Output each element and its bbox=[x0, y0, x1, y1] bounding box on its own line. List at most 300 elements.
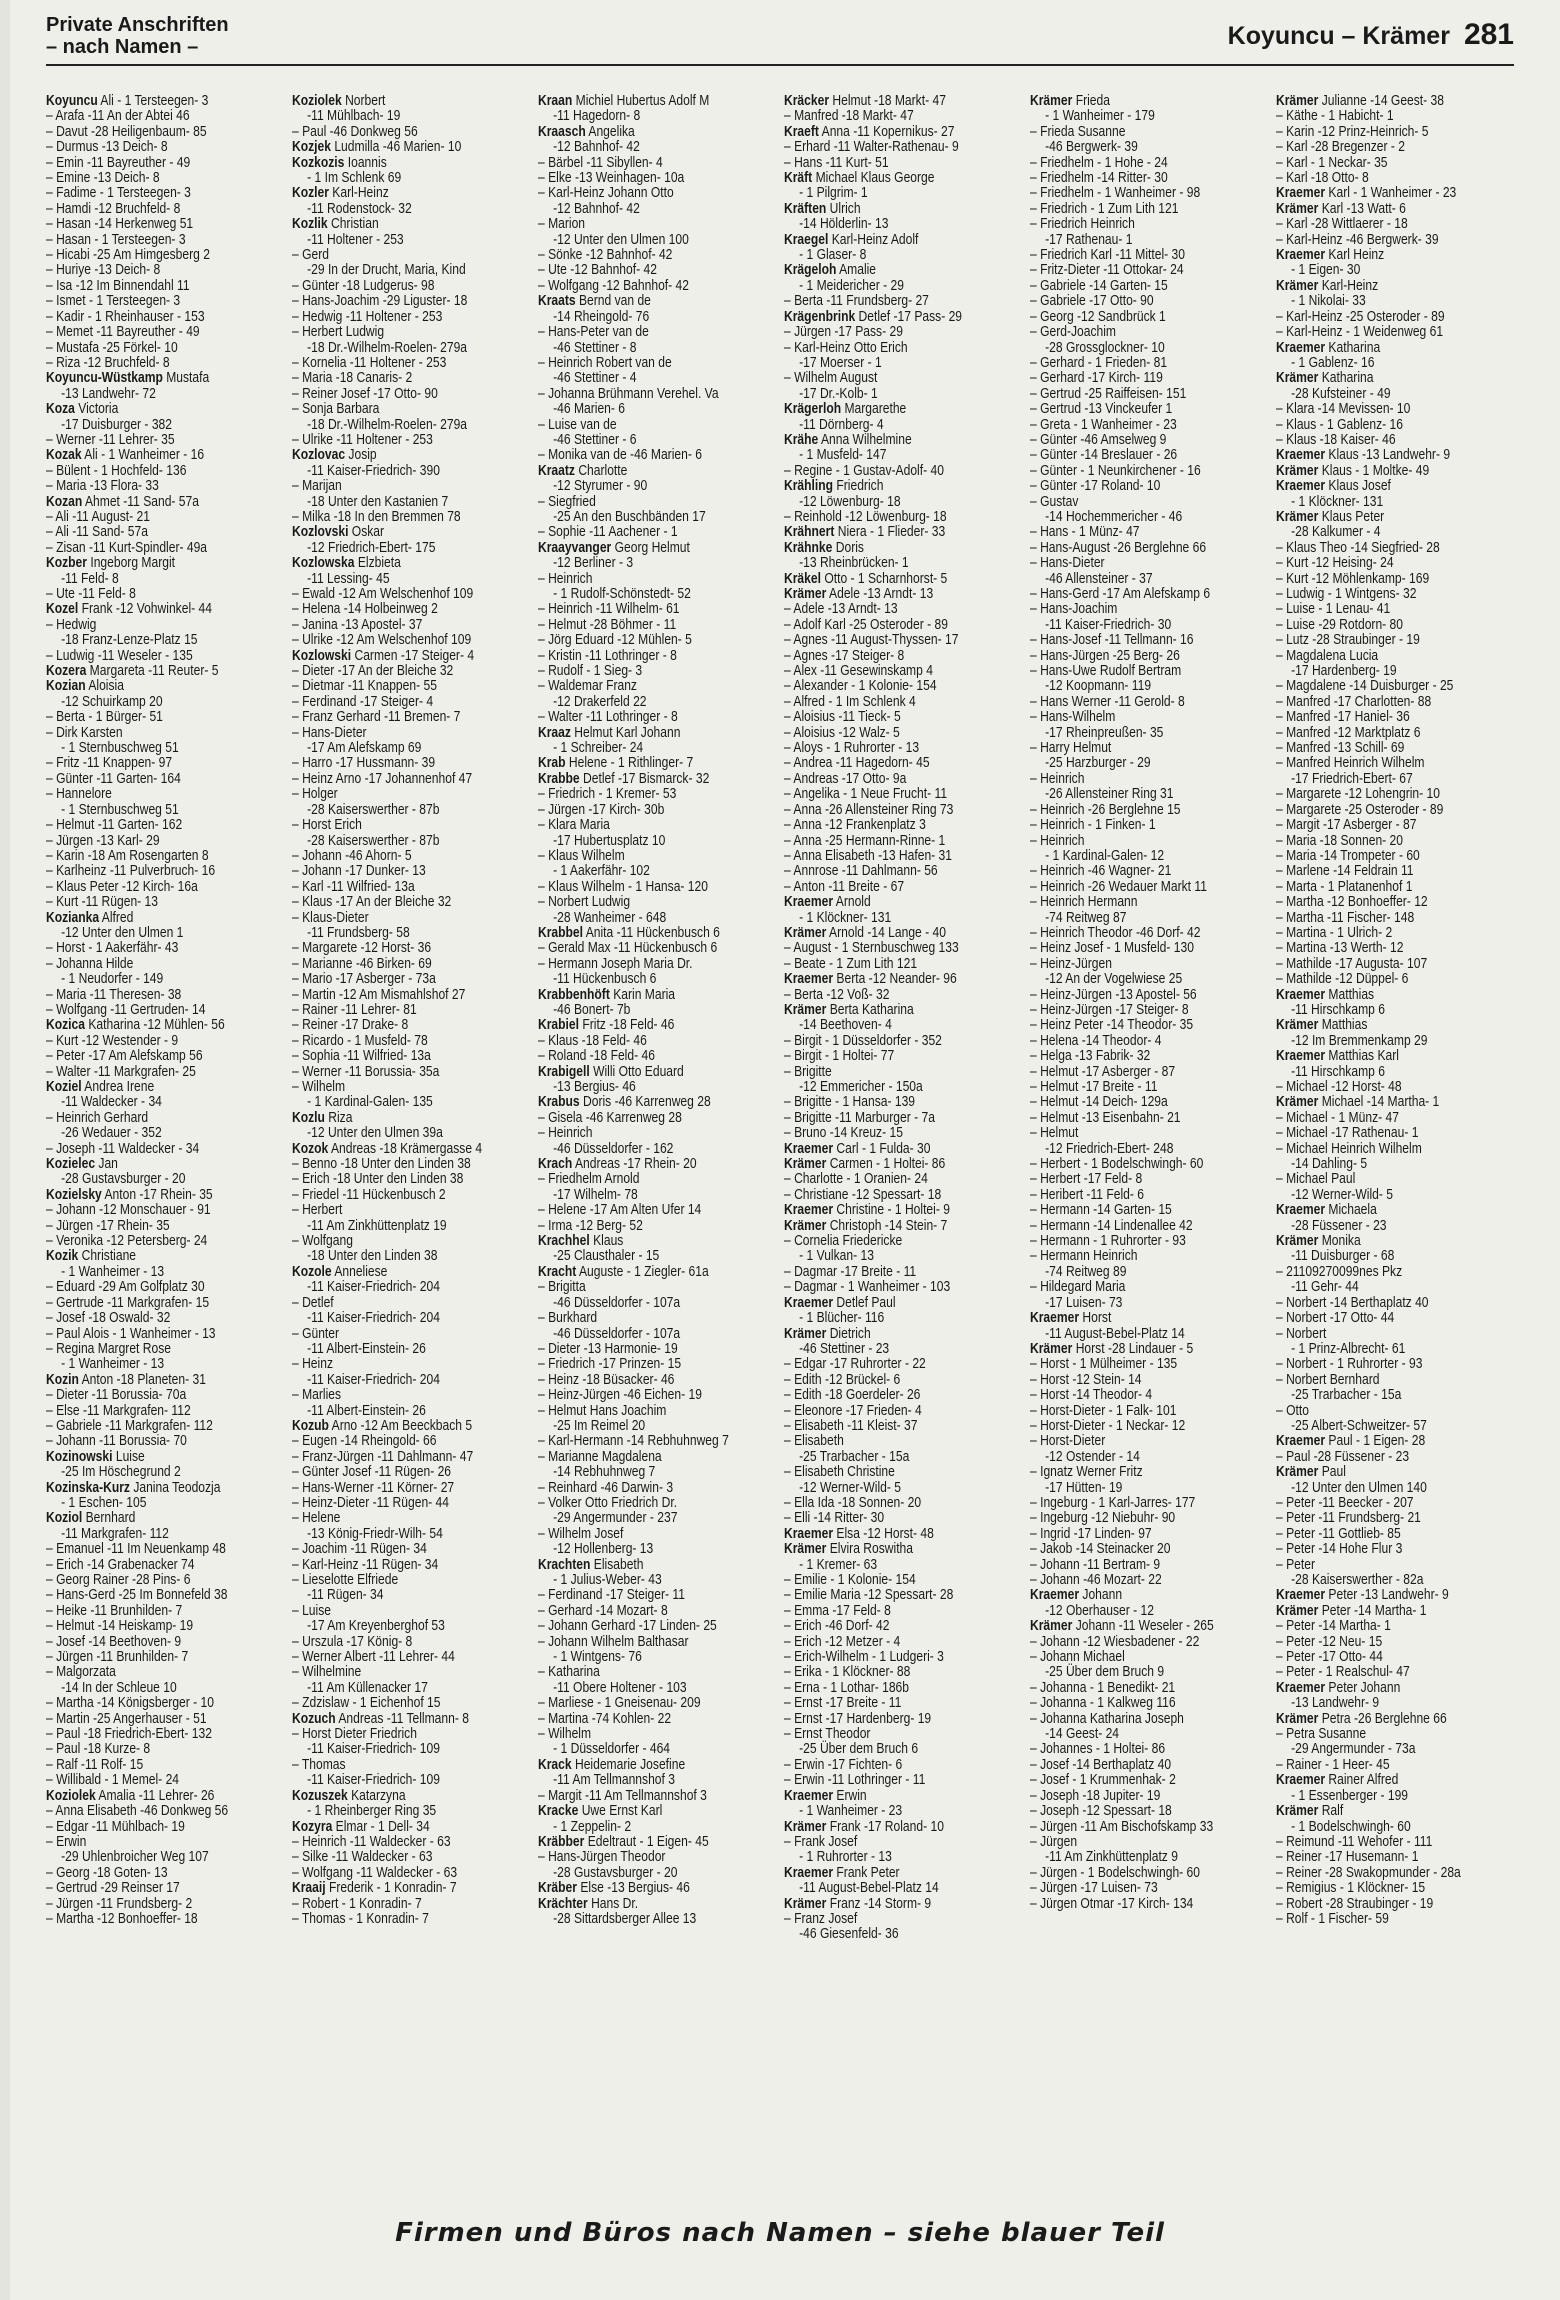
directory-columns bbox=[46, 94, 1514, 2204]
entry-text: -46 Marien- 6 bbox=[553, 401, 626, 418]
entry-text: – Wilhelm Josef bbox=[538, 1525, 624, 1542]
directory-entry bbox=[292, 495, 530, 510]
entry-text: – Emanuel -11 Im Neuenkamp 48 bbox=[46, 1541, 226, 1558]
entry-text: – Hamdi -12 Bruchfeld- 8 bbox=[46, 200, 181, 217]
surname: Krämer bbox=[784, 1895, 827, 1912]
directory-entry bbox=[538, 1357, 776, 1372]
entry-text: – Heinrich Gerhard bbox=[46, 1109, 149, 1126]
directory-entry bbox=[46, 1172, 284, 1187]
directory-entry bbox=[1276, 402, 1514, 417]
entry-text: – Herbert Ludwig bbox=[292, 324, 385, 341]
directory-entry bbox=[1276, 310, 1514, 325]
directory-entry bbox=[292, 834, 530, 849]
entry-text: – Manfred -12 Marktplatz 6 bbox=[1276, 724, 1421, 741]
directory-entry bbox=[292, 1188, 530, 1203]
entry-text: – Rainer -11 Lehrer- 81 bbox=[292, 1001, 417, 1018]
directory-entry bbox=[46, 1003, 284, 1018]
surname: Krämer bbox=[1030, 94, 1073, 109]
entry-text: – Kristin -11 Lothringer - 8 bbox=[538, 647, 677, 664]
entry-text: – Rudolf - 1 Sieg- 3 bbox=[538, 663, 643, 680]
entry-text: -46 Giesenfeld- 36 bbox=[799, 1926, 899, 1943]
surname: Krähnert bbox=[784, 524, 835, 541]
surname: Krämer bbox=[1276, 200, 1319, 217]
directory-entry bbox=[46, 1296, 284, 1311]
directory-entry bbox=[292, 710, 530, 725]
directory-entry bbox=[538, 618, 776, 633]
directory-entry bbox=[1276, 695, 1514, 710]
directory-entry bbox=[292, 233, 530, 248]
page-range bbox=[1228, 18, 1514, 52]
entry-text: – Edith -18 Goerdeler- 26 bbox=[784, 1387, 921, 1404]
directory-entry bbox=[292, 1095, 530, 1110]
directory-entry bbox=[292, 1650, 530, 1665]
directory-entry bbox=[1276, 1496, 1514, 1511]
entry-text: – Klaus Peter -12 Kirch- 16a bbox=[46, 878, 198, 895]
entry-text: -46 Stettiner - 6 bbox=[553, 431, 637, 448]
surname: Kozkozis bbox=[292, 154, 345, 171]
directory-entry bbox=[1030, 310, 1268, 325]
directory-entry bbox=[1276, 1157, 1514, 1172]
directory-entry bbox=[1030, 479, 1268, 494]
entry-text: – Wolfgang -11 Waldecker - 63 bbox=[292, 1864, 458, 1881]
entry-text: – Hans - 1 Münz- 47 bbox=[1030, 524, 1140, 541]
entry-text: – Charlotte - 1 Oranien- 24 bbox=[784, 1171, 928, 1188]
directory-entry bbox=[46, 1496, 284, 1511]
entry-text: – Alex -11 Gesewinskamp 4 bbox=[784, 663, 933, 680]
surname: Krabbe bbox=[538, 770, 580, 787]
entry-text: Michael Klaus George bbox=[812, 170, 935, 187]
directory-entry bbox=[784, 895, 1022, 910]
directory-entry bbox=[538, 109, 776, 124]
section-title-line2: – nach Namen – bbox=[46, 36, 199, 58]
directory-entry bbox=[538, 1188, 776, 1203]
entry-text: – Ali -11 August- 21 bbox=[46, 508, 150, 525]
directory-entry bbox=[784, 1820, 1022, 1835]
directory-entry bbox=[784, 1049, 1022, 1064]
entry-text: – Sophie -11 Aachener - 1 bbox=[538, 524, 678, 541]
entry-text: – Peter -14 Martha- 1 bbox=[1276, 1618, 1391, 1635]
entry-text: – Hans-Peter van de bbox=[538, 324, 649, 341]
directory-entry bbox=[1030, 1558, 1268, 1573]
entry-text: – Mathilde -17 Augusta- 107 bbox=[1276, 955, 1428, 972]
directory-entry bbox=[46, 926, 284, 941]
entry-text: – Franz-Jürgen -11 Dahlmann- 47 bbox=[292, 1448, 474, 1465]
directory-entry bbox=[1030, 602, 1268, 617]
directory-entry bbox=[784, 1573, 1022, 1588]
directory-entry bbox=[784, 541, 1022, 556]
entry-text: – Jürgen bbox=[1030, 1833, 1078, 1850]
directory-entry bbox=[46, 633, 284, 648]
directory-entry bbox=[292, 1850, 530, 1865]
entry-text: -12 Schuirkamp 20 bbox=[61, 693, 163, 710]
entry-text: - 1 Eschen- 105 bbox=[61, 1494, 147, 1511]
directory-entry bbox=[538, 1327, 776, 1342]
entry-text: – Erich -18 Unter den Linden 38 bbox=[292, 1171, 464, 1188]
entry-text: - 1 Klöckner- 131 bbox=[799, 909, 892, 926]
directory-entry bbox=[46, 125, 284, 140]
directory-entry bbox=[1276, 803, 1514, 818]
entry-text: – Aloys - 1 Ruhrorter - 13 bbox=[784, 740, 920, 757]
entry-text: – Jürgen -11 Brunhilden- 7 bbox=[46, 1649, 189, 1666]
entry-text: Johann bbox=[1079, 1587, 1123, 1604]
directory-entry bbox=[1276, 741, 1514, 756]
directory-entry bbox=[1030, 156, 1268, 171]
directory-entry bbox=[1030, 217, 1268, 232]
entry-text: -12 Oberhauser - 12 bbox=[1045, 1602, 1154, 1619]
entry-text: – Erwin bbox=[46, 1833, 87, 1850]
directory-entry bbox=[46, 1142, 284, 1157]
surname: Krächter bbox=[538, 1895, 588, 1912]
surname: Kraemer bbox=[784, 1140, 834, 1157]
entry-text: -17 Friedrich-Ebert- 67 bbox=[1291, 770, 1413, 787]
entry-text: Ulrich bbox=[826, 200, 861, 217]
directory-entry bbox=[46, 1881, 284, 1896]
directory-entry bbox=[1030, 109, 1268, 124]
entry-text: – Ignatz Werner Fritz bbox=[1030, 1464, 1143, 1481]
surname: Kraemer bbox=[1276, 339, 1326, 356]
directory-entry bbox=[784, 1172, 1022, 1187]
directory-entry bbox=[1030, 1742, 1268, 1757]
entry-text: -13 Landwehr- 9 bbox=[1291, 1695, 1380, 1712]
entry-text: – Heinrich -26 Wedauer Markt 11 bbox=[1030, 878, 1207, 895]
entry-text: – Irma -12 Berg- 52 bbox=[538, 1217, 643, 1234]
directory-entry bbox=[46, 972, 284, 987]
entry-text: -17 Dr.-Kolb- 1 bbox=[799, 385, 878, 402]
entry-text: -11 Holtener - 253 bbox=[307, 231, 404, 248]
directory-entry bbox=[1030, 94, 1268, 109]
entry-text: Christine - 1 Holtei- 9 bbox=[833, 1202, 950, 1219]
entry-text: Berta -12 Neander- 96 bbox=[833, 971, 957, 988]
directory-entry bbox=[538, 941, 776, 956]
directory-entry bbox=[1276, 926, 1514, 941]
entry-text: Matthias bbox=[1318, 1017, 1368, 1034]
directory-entry bbox=[46, 787, 284, 802]
directory-entry bbox=[784, 1111, 1022, 1126]
entry-text: – Klaus - 1 Gablenz- 16 bbox=[1276, 416, 1403, 433]
directory-entry bbox=[46, 803, 284, 818]
entry-text: – Günter -18 Ludgerus- 98 bbox=[292, 277, 435, 294]
directory-entry bbox=[46, 233, 284, 248]
entry-text: – Gertrud -25 Raiffeisen- 151 bbox=[1030, 385, 1187, 402]
entry-text: Elmar - 1 Dell- 34 bbox=[332, 1818, 430, 1835]
entry-text: – Johann Gerhard -17 Linden- 25 bbox=[538, 1618, 717, 1635]
directory-entry bbox=[538, 1773, 776, 1788]
directory-entry bbox=[1276, 1188, 1514, 1203]
entry-text: – Emilie - 1 Kolonie- 154 bbox=[784, 1572, 916, 1588]
directory-entry bbox=[292, 1881, 530, 1896]
entry-text: – Martha -14 Königsberger - 10 bbox=[46, 1695, 214, 1712]
entry-text: – Helmut -14 Deich- 129a bbox=[1030, 1094, 1168, 1111]
entry-text: – Ute -11 Feld- 8 bbox=[46, 586, 136, 602]
directory-entry bbox=[1030, 1003, 1268, 1018]
entry-text: – Luise van de bbox=[538, 416, 617, 433]
directory-entry bbox=[1276, 1696, 1514, 1711]
surname: Krachhel bbox=[538, 1233, 590, 1250]
entry-text: – Martin -25 Angerhauser - 51 bbox=[46, 1710, 207, 1727]
directory-entry bbox=[292, 1912, 530, 1927]
entry-text: – Norbert Ludwig bbox=[538, 894, 631, 911]
entry-text: – Johann -11 Bertram- 9 bbox=[1030, 1556, 1161, 1573]
directory-entry bbox=[1276, 1773, 1514, 1788]
entry-text: -26 Allensteiner Ring 31 bbox=[1045, 786, 1174, 803]
entry-text: Karl Heinz bbox=[1325, 247, 1385, 264]
entry-text: – Friedrich -17 Prinzen- 15 bbox=[538, 1356, 682, 1373]
directory-entry bbox=[1030, 1450, 1268, 1465]
directory-entry bbox=[292, 156, 530, 171]
directory-entry bbox=[1030, 941, 1268, 956]
directory-entry bbox=[1030, 279, 1268, 294]
entry-text: -28 Füssener - 23 bbox=[1291, 1217, 1387, 1234]
entry-text: Michiel Hubertus Adolf M bbox=[572, 94, 710, 109]
entry-text: – Martina - 1 Ulrich- 2 bbox=[1276, 924, 1393, 941]
entry-text: – Mathilde -12 Düppel- 6 bbox=[1276, 971, 1409, 988]
entry-text: – Hannelore bbox=[46, 786, 112, 803]
directory-entry bbox=[292, 387, 530, 402]
entry-text: -11 Obere Holtener - 103 bbox=[553, 1679, 687, 1696]
directory-entry bbox=[784, 772, 1022, 787]
directory-entry bbox=[292, 1820, 530, 1835]
directory-entry bbox=[784, 1712, 1022, 1727]
directory-entry bbox=[292, 1065, 530, 1080]
entry-text: -28 Kaiserswerther - 87b bbox=[307, 801, 440, 818]
directory-entry bbox=[46, 587, 284, 602]
entry-text: – Hedwig bbox=[46, 616, 97, 633]
directory-entry bbox=[1276, 1635, 1514, 1650]
directory-entry bbox=[538, 1712, 776, 1727]
surname: Kräft bbox=[784, 170, 813, 187]
directory-entry bbox=[1276, 1434, 1514, 1449]
entry-text: Peter Johann bbox=[1325, 1679, 1401, 1696]
entry-text: – Jürgen -17 Pass- 29 bbox=[784, 324, 903, 341]
entry-text: – Wolfgang -12 Bahnhof- 42 bbox=[538, 277, 689, 294]
entry-text: – Horst - 1 Aakerfähr- 43 bbox=[46, 940, 179, 957]
entry-text: – Wolfgang -11 Gertruden- 14 bbox=[46, 1001, 206, 1018]
directory-entry bbox=[538, 233, 776, 248]
entry-text: Willi Otto Eduard bbox=[589, 1063, 684, 1080]
directory-entry bbox=[1276, 1527, 1514, 1542]
entry-text: Andrea Irene bbox=[81, 1079, 155, 1095]
directory-entry bbox=[46, 756, 284, 771]
entry-text: -11 Kaiser-Friedrich- 30 bbox=[1045, 616, 1172, 633]
directory-entry bbox=[1030, 140, 1268, 155]
entry-text: – Ismet - 1 Tersteegen- 3 bbox=[46, 293, 181, 310]
entry-text: – Veronika -12 Petersberg- 24 bbox=[46, 1233, 208, 1250]
directory-entry bbox=[1276, 602, 1514, 617]
directory-entry bbox=[784, 1388, 1022, 1403]
entry-text: - 1 Sternbuschweg 51 bbox=[61, 740, 179, 757]
directory-entry bbox=[538, 263, 776, 278]
directory-entry bbox=[292, 1342, 530, 1357]
entry-text: – Ulrike -11 Holtener - 253 bbox=[292, 431, 433, 448]
directory-entry bbox=[784, 1558, 1022, 1573]
entry-text: - 1 Klöckner- 131 bbox=[1291, 493, 1384, 510]
surname: Krämer bbox=[1276, 1233, 1319, 1250]
entry-text: – Heinrich -46 Wagner- 21 bbox=[1030, 863, 1172, 880]
surname: Kraemer bbox=[784, 1787, 834, 1804]
entry-text: – Ernst -17 Breite - 11 bbox=[784, 1695, 902, 1712]
entry-text: – Volker Otto Friedrich Dr. bbox=[538, 1494, 678, 1511]
directory-entry bbox=[784, 1897, 1022, 1912]
directory-entry bbox=[1276, 1327, 1514, 1342]
surname: Kraemer bbox=[1276, 447, 1326, 464]
directory-entry bbox=[46, 94, 284, 109]
directory-entry bbox=[1030, 834, 1268, 849]
entry-text: – Heinrich - 1 Finken- 1 bbox=[1030, 817, 1156, 834]
directory-entry bbox=[538, 140, 776, 155]
surname: Krabbenhöft bbox=[538, 986, 610, 1003]
directory-entry bbox=[538, 525, 776, 540]
directory-entry bbox=[538, 402, 776, 417]
directory-entry bbox=[784, 1249, 1022, 1264]
entry-text: – Helene -17 Am Alten Ufer 14 bbox=[538, 1202, 702, 1219]
surname: Krämer bbox=[784, 1818, 827, 1835]
entry-text: – Horst Erich bbox=[292, 817, 362, 834]
directory-entry bbox=[784, 1203, 1022, 1218]
directory-entry bbox=[1276, 988, 1514, 1003]
entry-text: – Helena -14 Holbeinweg 2 bbox=[292, 601, 438, 618]
entry-text: – Erich -46 Dorf- 42 bbox=[784, 1618, 890, 1635]
directory-entry bbox=[1030, 649, 1268, 664]
directory-entry bbox=[292, 1203, 530, 1218]
entry-text: Niera - 1 Flieder- 33 bbox=[834, 524, 946, 541]
entry-text: -18 Dr.-Wilhelm-Roelen- 279a bbox=[307, 339, 468, 356]
directory-entry bbox=[292, 1665, 530, 1680]
entry-text: -14 Hochemmericher - 46 bbox=[1045, 508, 1183, 525]
surname: Krabiel bbox=[538, 1017, 579, 1034]
entry-text: – Adele -13 Arndt- 13 bbox=[784, 601, 898, 618]
directory-entry bbox=[46, 1342, 284, 1357]
entry-text: - 1 Essenberger - 199 bbox=[1291, 1787, 1409, 1804]
directory-entry bbox=[538, 186, 776, 201]
entry-text: Anita -11 Hückenbusch 6 bbox=[583, 924, 720, 941]
entry-text: Horst -28 Lindauer - 5 bbox=[1072, 1340, 1194, 1357]
entry-text: – Sönke -12 Bahnhof- 42 bbox=[538, 247, 673, 264]
entry-text: – Ingeburg - 1 Karl-Jarres- 177 bbox=[1030, 1494, 1196, 1511]
directory-entry bbox=[538, 356, 776, 371]
directory-entry bbox=[46, 1912, 284, 1927]
directory-entry bbox=[538, 864, 776, 879]
directory-entry bbox=[1276, 1804, 1514, 1819]
directory-entry bbox=[784, 834, 1022, 849]
entry-text: – Martha -12 Bonhoeffer- 12 bbox=[1276, 894, 1428, 911]
surname: Kraemer bbox=[1276, 478, 1326, 495]
surname: Kozjek bbox=[292, 139, 331, 156]
directory-entry bbox=[1030, 1635, 1268, 1650]
entry-text: -14 In der Schleue 10 bbox=[61, 1679, 177, 1696]
entry-text: – Johann -12 Monschauer - 91 bbox=[46, 1202, 211, 1219]
directory-entry bbox=[1276, 341, 1514, 356]
entry-text: – Wilhelm August bbox=[784, 370, 878, 387]
directory-entry bbox=[538, 433, 776, 448]
entry-text: -12 Berliner - 3 bbox=[553, 555, 634, 572]
directory-entry bbox=[46, 1404, 284, 1419]
entry-text: Carmen -17 Steiger- 4 bbox=[351, 647, 475, 664]
surname: Krämer bbox=[1276, 94, 1319, 109]
directory-entry bbox=[1030, 1388, 1268, 1403]
directory-entry bbox=[1030, 1373, 1268, 1388]
entry-text: – Jürgen -17 Rhein- 35 bbox=[46, 1217, 170, 1234]
directory-entry bbox=[538, 1373, 776, 1388]
directory-entry bbox=[784, 1650, 1022, 1665]
directory-entry bbox=[1276, 1712, 1514, 1727]
directory-entry bbox=[784, 649, 1022, 664]
directory-entry bbox=[784, 1265, 1022, 1280]
entry-text: – Karl -18 Otto- 8 bbox=[1276, 170, 1369, 187]
entry-text: – Johann -17 Dunker- 13 bbox=[292, 863, 426, 880]
entry-text: – Zisan -11 Kurt-Spindler- 49a bbox=[46, 539, 208, 556]
surname: Koziolek bbox=[292, 94, 342, 109]
entry-text: -17 Rheinpreußen- 35 bbox=[1045, 724, 1164, 741]
directory-entry bbox=[292, 587, 530, 602]
entry-text: – Hans-Jürgen Theodor bbox=[538, 1849, 666, 1866]
entry-text: – Klara -14 Mevissen- 10 bbox=[1276, 401, 1411, 418]
directory-entry bbox=[538, 1742, 776, 1757]
entry-text: -11 Hückenbusch 6 bbox=[553, 971, 657, 988]
entry-text: – Luise -29 Rotdorn- 80 bbox=[1276, 616, 1404, 633]
entry-text: – Rainer - 1 Heer- 45 bbox=[1276, 1756, 1390, 1773]
directory-entry bbox=[784, 849, 1022, 864]
entry-text: -11 Kaiser-Friedrich- 204 bbox=[307, 1279, 440, 1296]
directory-entry bbox=[46, 495, 284, 510]
directory-entry bbox=[784, 525, 1022, 540]
directory-entry bbox=[46, 263, 284, 278]
entry-text: -46 Allensteiner - 37 bbox=[1045, 570, 1153, 587]
directory-entry bbox=[1030, 263, 1268, 278]
directory-entry bbox=[538, 1511, 776, 1526]
entry-text: – Manfred -18 Markt- 47 bbox=[784, 108, 914, 125]
entry-text: – Thomas - 1 Konradin- 7 bbox=[292, 1910, 429, 1927]
directory-entry bbox=[784, 1542, 1022, 1557]
entry-text: – Anna Elisabeth -46 Donkweg 56 bbox=[46, 1803, 229, 1820]
entry-text: – Walter -11 Lothringer - 8 bbox=[538, 709, 678, 726]
directory-entry bbox=[784, 1912, 1022, 1927]
directory-entry bbox=[1276, 248, 1514, 263]
entry-text: Christiane bbox=[78, 1248, 137, 1265]
entry-text: – Gerhard - 1 Frieden- 81 bbox=[1030, 354, 1168, 371]
entry-text: – Hans-Werner -11 Körner- 27 bbox=[292, 1479, 455, 1496]
entry-text: – Friedrich - 1 Zum Lith 121 bbox=[1030, 200, 1179, 217]
directory-entry bbox=[46, 1095, 284, 1110]
directory-entry bbox=[1276, 140, 1514, 155]
entry-text: – Berta -11 Frundsberg- 27 bbox=[784, 293, 929, 310]
entry-text: – Anna -12 Frankenplatz 3 bbox=[784, 817, 926, 834]
entry-text: – Hasan - 1 Tersteegen- 3 bbox=[46, 231, 186, 248]
directory-entry bbox=[46, 371, 284, 386]
entry-text: – Georg Rainer -28 Pins- 6 bbox=[46, 1572, 191, 1588]
directory-entry bbox=[292, 1234, 530, 1249]
entry-text: – Hermann -14 Garten- 15 bbox=[1030, 1202, 1172, 1219]
directory-entry bbox=[1276, 1111, 1514, 1126]
directory-entry bbox=[1276, 1126, 1514, 1141]
entry-text: – Peter - 1 Realschul- 47 bbox=[1276, 1664, 1410, 1681]
directory-entry bbox=[292, 248, 530, 263]
entry-text: -25 An den Buschbänden 17 bbox=[553, 508, 706, 525]
directory-entry bbox=[292, 1172, 530, 1187]
directory-entry bbox=[46, 664, 284, 679]
entry-text: – Maria -13 Flora- 33 bbox=[46, 478, 159, 495]
entry-text: -46 Düsseldorfer - 107a bbox=[553, 1325, 681, 1342]
entry-text: -25 Im Höschegrund 2 bbox=[61, 1464, 181, 1481]
entry-text: -12 Friedrich-Ebert- 248 bbox=[1045, 1140, 1174, 1157]
directory-entry bbox=[784, 1357, 1022, 1372]
directory-entry bbox=[784, 1866, 1022, 1881]
entry-text: -11 Kaiser-Friedrich- 109 bbox=[307, 1772, 440, 1789]
directory-entry bbox=[784, 911, 1022, 926]
entry-text: – Christiane -12 Spessart- 18 bbox=[784, 1186, 942, 1203]
directory-entry bbox=[784, 1635, 1022, 1650]
directory-entry bbox=[538, 880, 776, 895]
entry-text: Doris -46 Karrenweg 28 bbox=[579, 1094, 711, 1111]
